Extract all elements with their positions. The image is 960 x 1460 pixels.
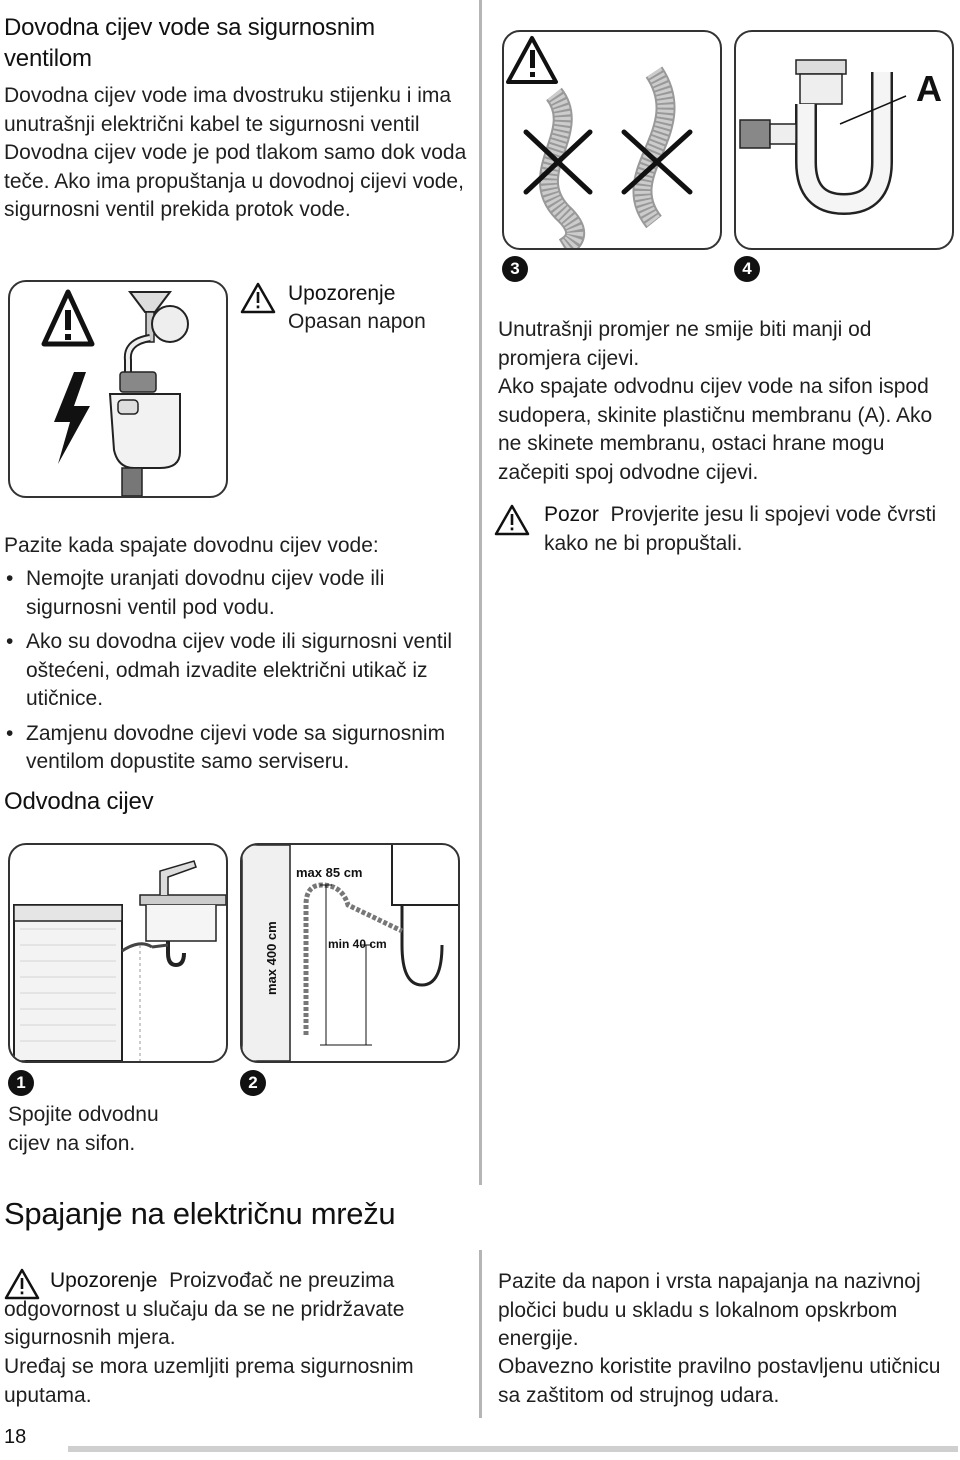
figure-1-number: 1 <box>8 1070 34 1096</box>
electric-warning-text: Proizvođač ne preuzima odgovornost u slučaju da se ne pridržavate sigurnosnih mjera. <box>4 1269 405 1349</box>
figure-3-number: 3 <box>502 256 528 282</box>
inner-diameter-paragraph: Unutrašnji promjer ne smije biti manji od promjera cijevi. <box>498 318 872 370</box>
voltage-warning-text: Opasan napon <box>288 310 426 333</box>
figure-2-number: 2 <box>240 1070 266 1096</box>
label-max85: max 85 cm <box>296 865 363 880</box>
electric-warning <box>4 1267 474 1353</box>
care-list <box>4 559 474 777</box>
safety-valve-illustration <box>10 282 226 496</box>
column-divider-top <box>479 0 482 1185</box>
lightning-bolt-icon <box>54 372 90 464</box>
column-divider-bottom <box>479 1250 482 1418</box>
figure-4-siphon <box>734 30 954 250</box>
caution-text: Provjerite jesu li spojevi vode čvrsti kako ne bi propuštali. <box>544 503 937 555</box>
caution-label: Pozor <box>544 503 599 526</box>
membrane-label-a: A <box>916 68 942 109</box>
warning-icon <box>240 282 276 314</box>
kinked-hoses-illustration <box>504 32 720 248</box>
supply-hose-heading: Dovodna cijev vode sa sigurnosnim ventilom <box>4 14 375 72</box>
care-intro: Pazite kada spajate dovodnu cijev vode: <box>4 534 379 557</box>
safety-valve-figure <box>8 280 228 498</box>
figure-2-drain-heights <box>240 843 460 1063</box>
drain-hose-heading: Odvodna cijev <box>4 788 154 815</box>
label-max400: max 400 cm <box>264 921 279 995</box>
socket-paragraph: Obavezno koristite pravilno postavljenu utičnicu sa zaštitom od strujnog udara. <box>498 1355 941 1407</box>
figure-4-number: 4 <box>734 256 760 282</box>
care-item-1: • Nemojte uranjati dovodnu cijev vode ili sigurnosni ventil pod vodu. <box>4 565 474 622</box>
page-number: 18 <box>4 1426 27 1448</box>
membrane-paragraph: Ako spajate odvodnu cijev vode na sifon ispod sudopera, skinite plastičnu membranu (A). Ako ne skinete membranu, ostaci hrane mogu začepiti spoj odvodne cijevi. <box>498 375 933 484</box>
care-item-3: • Zamjenu dovodne cijevi vode sa sigurnosnim ventilom dopustite samo serviseru. <box>4 720 474 777</box>
caution-icon <box>494 504 530 536</box>
dishwasher-sink-illustration <box>10 845 226 1061</box>
figure-1-caption: Spojite odvodnu cijev na sifon. <box>8 1103 159 1155</box>
caution-note <box>544 501 958 558</box>
siphon-illustration <box>736 32 952 248</box>
figure-3-wrong-hose <box>502 30 722 250</box>
care-item-2: • Ako su dovodna cijev vode ili sigurnosni ventil oštećeni, odmah izvadite električni utikač iz utičnice. <box>4 628 474 714</box>
voltage-warning-label: Upozorenje <box>288 282 396 305</box>
electric-warning-label: Upozorenje <box>50 1269 158 1292</box>
earthing-paragraph: Uređaj se mora uzemljiti prema sigurnosnim uputama. <box>4 1355 414 1407</box>
voltage-check-paragraph: Pazite da napon i vrsta napajanja na nazivnoj pločici budu u skladu s lokalnom opskrbom energije. <box>498 1270 921 1350</box>
supply-hose-body: Dovodna cijev vode ima dvostruku stijenku i ima unutrašnji električni kabel te sigurnosni ventil Dovodna cijev vode je pod tlakom samo dok voda teče. Ako ima propuštanja u dovodnoj cijevi vode, sigurnosni ventil prekida protok vode. <box>4 84 467 221</box>
label-min40: min 40 cm <box>328 937 387 951</box>
figure-1-dishwasher-sink <box>8 843 228 1063</box>
footer-rule <box>68 1446 958 1452</box>
electric-heading: Spajanje na električnu mrežu <box>4 1196 396 1231</box>
